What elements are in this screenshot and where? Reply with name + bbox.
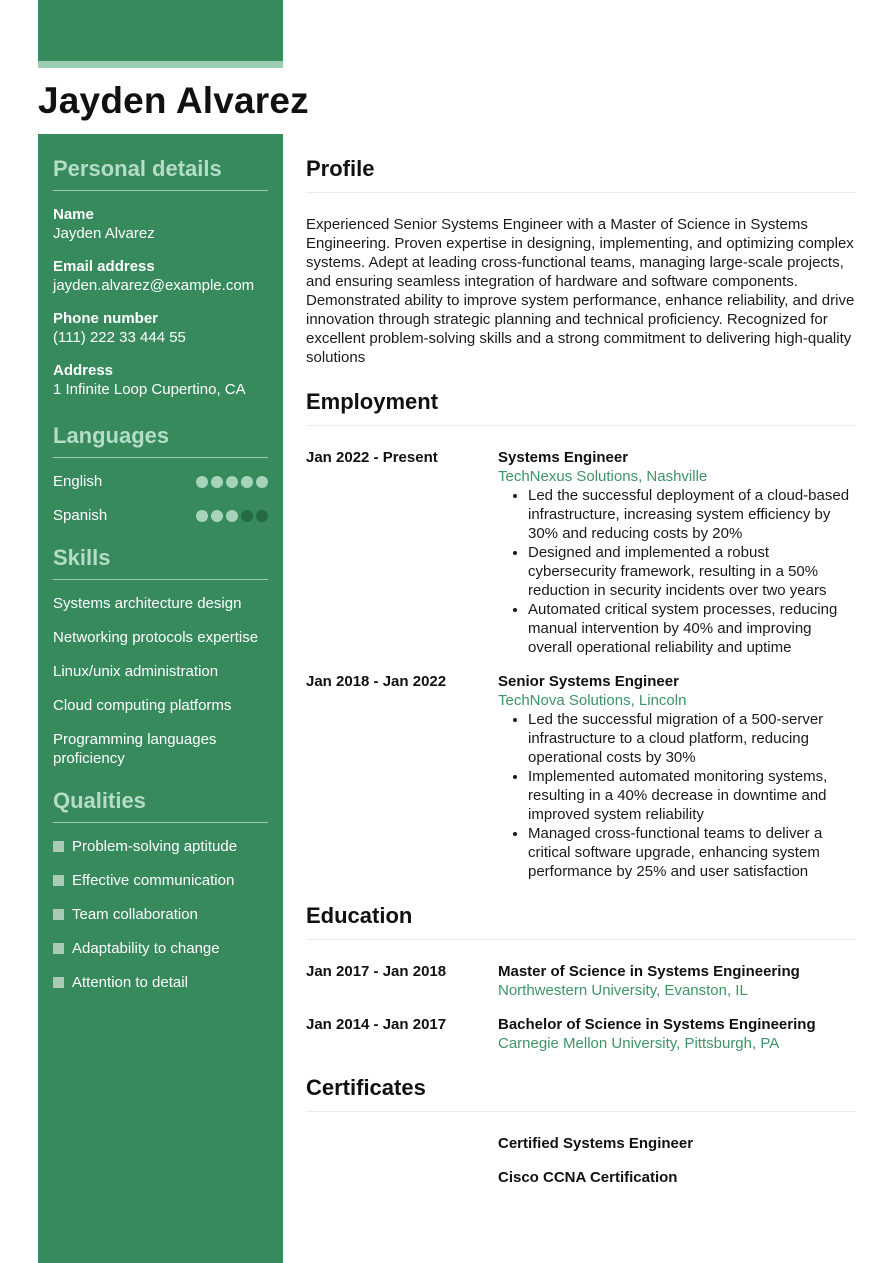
entry-body	[498, 962, 856, 1000]
entry-date: Jan 2017 - Jan 2018	[306, 963, 447, 980]
job-title: Senior Systems Engineer	[498, 673, 679, 690]
personal-details-heading: Personal details	[53, 156, 268, 191]
language-name: Spanish	[53, 507, 108, 524]
languages-heading: Languages	[53, 423, 268, 458]
language-spanish	[53, 506, 268, 525]
skill-item: Cloud computing platforms	[53, 697, 232, 714]
dot-filled-icon	[241, 476, 253, 488]
dot-filled-icon	[226, 476, 238, 488]
education-section	[306, 903, 856, 1053]
job-title: Systems Engineer	[498, 449, 629, 466]
personal-details-section	[53, 156, 268, 399]
language-name: English	[53, 473, 103, 490]
achievement-list	[498, 486, 856, 657]
achievement-item: • Led the successful deployment of a cloud-based infrastructure, increasing system efficiency by 30% and reducing costs by 20%	[528, 486, 856, 543]
dot-filled-icon	[196, 476, 208, 488]
candidate-name: Jayden Alvarez	[38, 80, 309, 121]
school-location: Northwestern University, Evanston, IL	[498, 982, 748, 999]
proficiency-dots	[196, 476, 268, 488]
personal-detail-email	[53, 257, 268, 295]
entry-date: Jan 2018 - Jan 2022	[306, 673, 447, 690]
skills-heading: Skills	[53, 545, 268, 580]
dot-empty-icon	[256, 510, 268, 522]
company-location: TechNexus Solutions, Nashville	[498, 468, 708, 485]
employment-section	[306, 389, 856, 881]
education-entry	[306, 962, 856, 1000]
sidebar	[38, 134, 283, 1263]
certificate-item: Cisco CCNA Certification	[498, 1169, 678, 1186]
entry-body	[498, 1015, 856, 1053]
degree-title: Bachelor of Science in Systems Engineering	[498, 1016, 816, 1033]
quality-item	[53, 939, 268, 958]
header-accent-stripe	[38, 61, 283, 68]
detail-value: Jayden Alvarez	[53, 225, 155, 242]
education-entry	[306, 1015, 856, 1053]
skill-item: Programming languages proficiency	[53, 731, 217, 767]
personal-detail-address	[53, 361, 268, 399]
language-english	[53, 472, 268, 491]
entry-body	[498, 448, 856, 657]
entry-date: Jan 2014 - Jan 2017	[306, 1016, 447, 1033]
quality-label: Problem-solving aptitude	[72, 838, 238, 855]
header-color-band	[38, 0, 283, 61]
dot-filled-icon	[211, 476, 223, 488]
profile-summary: Experienced Senior Systems Engineer with a Master of Science in Systems Engineering. Proven expertise in designing, implementing, and optimizing complex systems. Adept at leading cross-functional teams, managing large-scale projects, and ensuring seamless integration of hardware and software components. Demonstrated ability to improve system performance, enhance reliability, and drive innovation through strategic planning and technical proficiency. Recognized for excellent problem-solving skills and a strong commitment to delivering high-quality solutions	[306, 216, 855, 366]
achievement-item: • Led the successful migration of a 500-server infrastructure to a cloud platform, reducing operational costs by 30%	[528, 710, 856, 767]
dot-filled-icon	[256, 476, 268, 488]
certificates-section	[306, 1075, 856, 1187]
square-bullet-icon	[53, 909, 64, 920]
square-bullet-icon	[53, 875, 64, 886]
dot-empty-icon	[241, 510, 253, 522]
achievement-item: • Automated critical system processes, reducing manual intervention by 40% and improving overall operational reliability and uptime	[528, 600, 856, 657]
dot-filled-icon	[226, 510, 238, 522]
square-bullet-icon	[53, 977, 64, 988]
skills-section	[53, 545, 268, 768]
quality-item	[53, 837, 268, 856]
quality-item	[53, 905, 268, 924]
quality-label: Adaptability to change	[72, 940, 220, 957]
detail-label: Name	[53, 206, 94, 223]
skill-item: Systems architecture design	[53, 595, 242, 612]
qualities-heading: Qualities	[53, 788, 268, 823]
degree-title: Master of Science in Systems Engineering	[498, 963, 800, 980]
proficiency-dots	[196, 510, 268, 522]
profile-section	[306, 156, 856, 367]
skill-item: Networking protocols expertise	[53, 629, 259, 646]
languages-section	[53, 423, 268, 525]
achievement-item: • Implemented automated monitoring systems, resulting in a 40% decrease in downtime and improved system reliability	[528, 767, 856, 824]
quality-item	[53, 973, 268, 992]
company-location: TechNova Solutions, Lincoln	[498, 692, 687, 709]
quality-label: Effective communication	[72, 872, 235, 889]
entry-date: Jan 2022 - Present	[306, 449, 438, 466]
square-bullet-icon	[53, 943, 64, 954]
quality-label: Team collaboration	[72, 906, 198, 923]
detail-label: Address	[53, 362, 114, 379]
quality-label: Attention to detail	[72, 974, 188, 991]
dot-filled-icon	[196, 510, 208, 522]
achievement-item: • Managed cross-functional teams to deliver a critical software upgrade, enhancing system performance by 25% and user satisfaction	[528, 824, 856, 881]
detail-label: Email address	[53, 258, 155, 275]
certificate-item: Certified Systems Engineer	[498, 1135, 694, 1152]
education-heading: Education	[306, 903, 856, 940]
achievement-item: • Designed and implemented a robust cybersecurity framework, resulting in a 50% reduction in security incidents over two years	[528, 543, 856, 600]
detail-label: Phone number	[53, 310, 159, 327]
personal-detail-name	[53, 205, 268, 243]
qualities-section	[53, 788, 268, 992]
main-content	[306, 156, 856, 1209]
school-location: Carnegie Mellon University, Pittsburgh, PA	[498, 1035, 780, 1052]
quality-item	[53, 871, 268, 890]
detail-value: (111) 222 33 444 55	[53, 329, 186, 346]
detail-value: 1 Infinite Loop Cupertino, CA	[53, 381, 246, 398]
employment-entry	[306, 448, 856, 657]
dot-filled-icon	[211, 510, 223, 522]
square-bullet-icon	[53, 841, 64, 852]
profile-heading: Profile	[306, 156, 856, 193]
employment-entry	[306, 672, 856, 881]
certificates-heading: Certificates	[306, 1075, 856, 1112]
personal-detail-phone	[53, 309, 268, 347]
achievement-list	[498, 710, 856, 881]
detail-value: jayden.alvarez@example.com	[53, 277, 255, 294]
entry-body	[498, 672, 856, 881]
skill-item: Linux/unix administration	[53, 663, 219, 680]
employment-heading: Employment	[306, 389, 856, 426]
